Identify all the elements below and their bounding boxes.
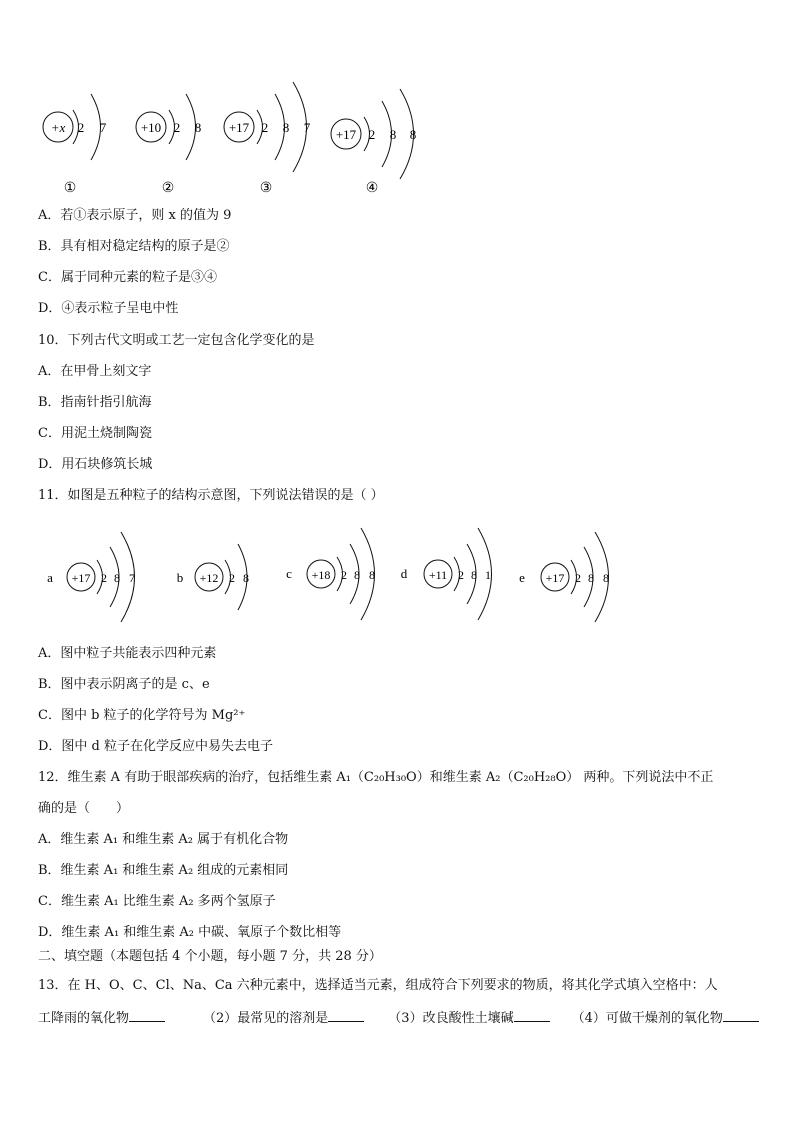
q9-atom-diagrams xyxy=(0,80,794,200)
q12-stem-line-2: 确的是（ ） xyxy=(38,801,130,816)
atom-2-shell-1: 2 xyxy=(173,120,181,135)
particle-d-letter: d xyxy=(400,566,408,581)
particle-e-letter: e xyxy=(519,570,525,585)
q9-option-a: A．若①表示原子，则 x 的值为 9 xyxy=(38,208,232,223)
atom-3-label: ③ xyxy=(259,180,273,196)
q13-line-2 xyxy=(38,1009,759,1027)
q11-stem: 11．如图是五种粒子的结构示意图，下列说法错误的是（ ） xyxy=(38,488,384,503)
atom-4-label: ④ xyxy=(365,180,379,196)
q10-option-a: A．在甲骨上刻文字 xyxy=(38,364,152,379)
particle-d xyxy=(401,528,492,620)
atom-4-shell-1: 2 xyxy=(368,127,376,142)
particle-e-shell-2: 8 xyxy=(588,571,594,585)
atom-1-label: ① xyxy=(63,180,77,196)
q11-option-c: C．图中 b 粒子的化学符号为 Mg²⁺ xyxy=(38,708,246,723)
atom-2-label: ② xyxy=(161,180,175,196)
q11-option-a: A．图中粒子共能表示四种元素 xyxy=(38,646,217,661)
atom-3-shell-3: 7 xyxy=(303,120,311,135)
q11-atom-diagrams xyxy=(0,522,794,632)
particle-a-shell-1: 2 xyxy=(101,571,107,585)
particle-a-shell-3: 7 xyxy=(129,571,135,585)
q9-option-b: B．具有相对稳定结构的原子是② xyxy=(38,239,230,254)
section-2-heading: 二、填空题（本题包括 4 个小题，每小题 7 分，共 28 分） xyxy=(38,949,382,964)
q13-part-2: （2）最常见的溶剂是 xyxy=(203,1011,329,1026)
q13-line-1: 13．在 H、O、C、Cl、Na、Ca 六种元素中，选择适当元素，组成符合下列要求的物质，将其化学式填入空格中：人 xyxy=(38,978,718,993)
particle-b-shell-2: 8 xyxy=(243,571,249,585)
particle-e xyxy=(519,532,609,622)
q12-option-b: B．维生素 A₁ 和维生素 A₂ 组成的元素相同 xyxy=(38,863,289,878)
atom-4-shell-2: 8 xyxy=(389,127,397,142)
q13-part-4: （4）可做干燥剂的氧化物 xyxy=(571,1011,723,1026)
particle-c-shell-2: 8 xyxy=(354,568,360,582)
atom-4-nucleus: +17 xyxy=(335,127,357,142)
atom-1-shell-1: 2 xyxy=(77,120,85,135)
particle-d-shell-1: 2 xyxy=(458,568,464,582)
particle-e-shell-3: 8 xyxy=(603,571,609,585)
particle-a xyxy=(47,532,135,622)
particle-c-shell-3: 8 xyxy=(369,568,375,582)
atom-2-nucleus: +10 xyxy=(140,120,162,135)
particle-e-shell-1: 2 xyxy=(575,571,581,585)
q13-blank-4[interactable] xyxy=(723,1009,759,1022)
particle-b xyxy=(177,544,249,610)
q13-part-1: 工降雨的氧化物 xyxy=(38,1011,130,1026)
particle-c-nucleus: +18 xyxy=(311,568,331,582)
q13-blank-3[interactable] xyxy=(514,1009,550,1022)
q11-option-d: D．图中 d 粒子在化学反应中易失去电子 xyxy=(38,739,274,754)
q12-stem-line-1: 12．维生素 A 有助于眼部疾病的治疗，包括维生素 A₁（C₂₀H₃₀O）和维生素 A₂（C₂₀H₂₈O） 两种。下列说法中不正 xyxy=(38,770,714,785)
q13-part-3: （3）改良酸性土壤碱 xyxy=(388,1011,514,1026)
q10-option-d: D．用石块修筑长城 xyxy=(38,457,153,472)
atom-structure-4 xyxy=(331,89,416,196)
particle-b-shell-1: 2 xyxy=(229,571,235,585)
q12-option-a: A．维生素 A₁ 和维生素 A₂ 属于有机化合物 xyxy=(38,832,289,847)
q11-option-b: B．图中表示阴离子的是 c、e xyxy=(38,677,210,692)
particle-d-nucleus: +11 xyxy=(428,568,448,582)
q13-blank-1[interactable] xyxy=(129,1009,165,1022)
atom-4-shell-3: 8 xyxy=(409,127,417,142)
atom-structure-1 xyxy=(43,94,107,196)
atom-structure-3 xyxy=(224,82,311,196)
q10-option-b: B．指南针指引航海 xyxy=(38,395,152,410)
particle-d-shell-2: 8 xyxy=(471,568,477,582)
atom-3-nucleus: +17 xyxy=(228,120,250,135)
particle-a-shell-2: 8 xyxy=(114,571,120,585)
atom-1-shell-2: 7 xyxy=(99,120,107,135)
atom-structure-2 xyxy=(136,94,201,196)
particle-e-nucleus: +17 xyxy=(545,571,565,585)
q12-option-c: C．维生素 A₁ 比维生素 A₂ 多两个氢原子 xyxy=(38,894,276,909)
particle-c-letter: c xyxy=(286,566,292,581)
particle-a-nucleus: +17 xyxy=(71,571,91,585)
atom-1-nucleus: +x xyxy=(50,120,66,135)
particle-c xyxy=(286,528,375,620)
q9-option-d: D．④表示粒子呈电中性 xyxy=(38,301,179,316)
atom-3-shell-1: 2 xyxy=(261,120,269,135)
particle-b-letter: b xyxy=(176,570,184,585)
q12-option-d: D．维生素 A₁ 和维生素 A₂ 中碳、氧原子个数比相等 xyxy=(38,925,342,940)
particle-a-letter: a xyxy=(47,570,53,585)
q13-blank-2[interactable] xyxy=(328,1009,364,1022)
particle-b-nucleus: +12 xyxy=(199,571,219,585)
particle-d-shell-3: 1 xyxy=(485,568,491,582)
q9-option-c: C．属于同种元素的粒子是③④ xyxy=(38,270,217,285)
particle-c-shell-1: 2 xyxy=(341,568,347,582)
q10-stem: 10．下列古代文明或工艺一定包含化学变化的是 xyxy=(38,333,315,348)
atom-3-shell-2: 8 xyxy=(282,120,290,135)
q10-option-c: C．用泥土烧制陶瓷 xyxy=(38,426,152,441)
atom-2-shell-2: 8 xyxy=(194,120,202,135)
